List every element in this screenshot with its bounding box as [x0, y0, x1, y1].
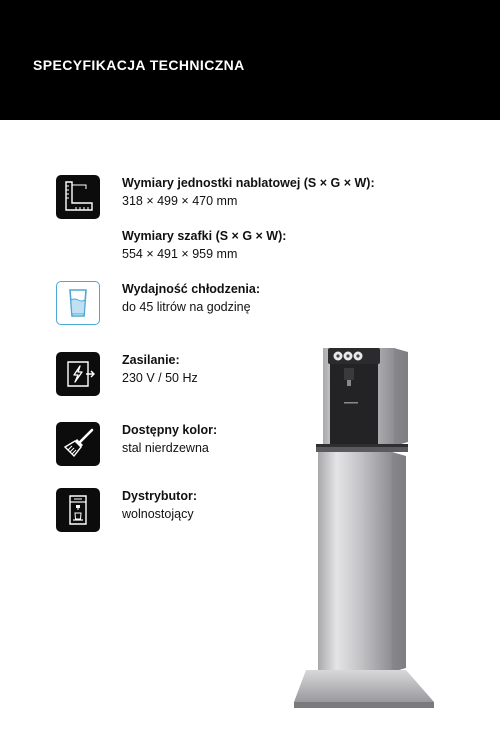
dispenser-icon — [56, 488, 100, 532]
spec-label: Wymiary szafki (S × G × W): — [122, 229, 287, 243]
spec-value: 318 × 499 × 470 mm — [122, 194, 238, 208]
spec-label: Dostępny kolor: — [122, 423, 218, 437]
spec-label: Dystrybutor: — [122, 489, 198, 503]
ruler-square-icon — [56, 175, 100, 219]
product-image-water-dispenser — [286, 340, 442, 720]
spec-label: Wymiary jednostki nablatowej (S × G × W): — [122, 176, 375, 190]
spec-label: Zasilanie: — [122, 353, 180, 367]
page-title: SPECYFIKACJA TECHNICZNA — [33, 57, 245, 73]
water-glass-icon — [56, 281, 100, 325]
spec-value: do 45 litrów na godzinę — [122, 300, 251, 314]
spec-value: stal nierdzewna — [122, 441, 209, 455]
spec-value: wolnostojący — [122, 507, 194, 521]
header-banner — [0, 0, 500, 120]
paint-brush-icon — [56, 422, 100, 466]
spec-value: 230 V / 50 Hz — [122, 371, 198, 385]
spec-label: Wydajność chłodzenia: — [122, 282, 260, 296]
spec-value: 554 × 491 × 959 mm — [122, 247, 238, 261]
power-plug-icon — [56, 352, 100, 396]
